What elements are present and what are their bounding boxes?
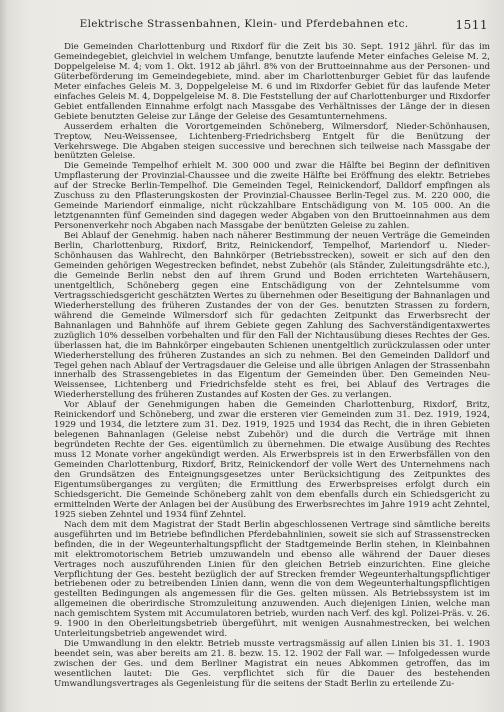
page-body <box>54 43 490 690</box>
running-title: Elektrische Strassenbahnen, Klein- und Pferdebahnen etc. <box>79 18 409 30</box>
paragraph-vorortgemeinden: Ausserdem erhalten die Vorortgemeinden Schöneberg, Wilmersdorf, Nieder-Schönhausen, Treptow, Neu-Weissensee, Lichtenberg-Friedrichsberg Entgelt für die Benützung der Verkehrswege. Die Abgaben steigen successive und berechnen sich teilweise nach Massgabe der benützten Geleise. <box>54 121 490 162</box>
paragraph-gemeinden-abgaben: Die Gemeinden Charlottenburg und Rixdorf für die Zeit bis 30. Sept. 1912 jährl. für das im Gemeindegebiet, gleichviel in welchem Umfange, benutzte laufende Meter einfaches Geleise M. 2, Doppelgeleise M. 4; vom 1. Okt. 1912 ab jährl. 8% von der Bruttoeinnahme aus der Personen- und Güterbeförderung im Gemeindegebiete, mind. aber im Charlottenburger Gebiet für das laufende Meter einfaches Geleis M. 3, Doppelgeleise M. 6 und im Rixdorfer Gebiet für das laufende Meter einfaches Geleis M. 4, Doppelgeleise M. 8. Die Feststellung der auf Charlottenburger und Rixdorfer Gebiet entfallenden Einnahme erfolgt nach Massgabe des Verhältnisses der Länge der in diesen Gebiete benutzten Geleise zur Länge der Geleise des Gesamtunternehmens. <box>54 42 490 122</box>
page-header <box>44 18 488 34</box>
paragraph-tempelhof: Die Gemeinde Tempelhof erhielt M. 300 000 und zwar die Hälfte bei Beginn der definitiven Umpflasterung der Provinzial-Chaussee und die zweite Hälfte bei Eröffnung des elektr. Betriebes auf der Strecke Berlin-Tempelhof. Die Gemeinden Tegel, Reinickendorf, Dalldorf empfingen als Zuschuss zu den Pflasterungskosten der Provinzial-Chaussee Berlin-Tegel zus. M. 220 000, die Gemeinde Mariendorf einmalige, nicht rückzahlbare Entschädigung von M. 105 000. An die letztgenannten fünf Gemeinden sind dagegen weder Abgaben von den Bruttoeinnahmen aus dem Personenverkehr noch Abgaben nach Massgabe der benützten Geleise zu zahlen. <box>54 161 490 232</box>
paragraph-ablauf-genehmigung: Bei Ablauf der Genehmig. haben nach näherer Bestimmung der neuen Verträge die Gemeinden Berlin, Charlottenburg, Rixdorf, Britz, Reinickendorf, Tempelhof, Mariendorf u. Nieder-Schönhausen das Wahlrecht, den Bahnkörper (Betriebsstrecken), soweit er sich auf den den Gemeinden gehörigen Wegestrecken befindet, nebst Zubehör (als Ständer, Zuleitungsdrähte etc.), die Gemeinde Berlin nebst den auf ihrem Grund und Boden errichteten Wartehäusern, unentgeltlich, Schöneberg gegen eine Entschädigung von der Zehntelsumme vom Vertragsschiedsgericht geschätzten Wertes zu übernehmen oder Beseitigung der Bahnanlagen und Wiederherstellung des früheren Zustandes der von der Ges. benutzten Strassen zu fordern, während die Gemeinde Wilmersdorf sich für gedachten Zeitpunkt das Erwerbsrecht der Bahnanlagen und Bahnhöfe auf ihrem Gebiete gegen Zahlung des Sachverständigentaxwertes zuzüglich 10% desselben vorbehalten und für den Fall der Nichtausübung dieses Rechtes der Ges. überlassen hat, die im Bahnkörper eingebauten Schienen unentgeltlich zurückzulassen oder unter Wiederherstellung des früheren Zustandes an sich zu nehmen. Bei den Gemeinden Dalldorf und Tegel gehen nach Ablauf der Vertragsdauer die Geleise und alle übrigen Anlagen der Strassenbahn innerhalb des Strassengebietes in das Eigentum der Gemeinden über. Den Gemeinden Neu-Weissensee, Lichtenberg und Friedrichsfelde steht es frei, bei Ablauf des Vertrages die Wiederherstellung des früheren Zustandes auf Kosten der Ges. zu verlangen. <box>54 231 490 401</box>
paragraph-umwandlung: Die Umwandlung in den elektr. Betrieb musste vertragsmässig auf allen Linien bis 31. 1. 1903 beendet sein, was aber bereits am 21. 8. bezw. 15. 12. 1902 der Fall war. — Infolgedessen wurde zwischen der Ges. und dem Berliner Magistrat ein neues Abkommen getroffen, das im wesentlichen lautet: Die Ges. verpflichtet sich für die Dauer des bestehenden Umwandlungsvertrages als Gegenleistung für die seitens der Stadt Berlin zu erteilende Zu- <box>54 639 490 689</box>
paragraph-magistrat-vertrag: Nach dem mit dem Magistrat der Stadt Berlin abgeschlossenen Vertrage sind sämtliche bereits ausgeführten und im Betriebe befindlichen Pferdebahnlinien, soweit sie sich auf Strassenstrecken befinden, die in der Wegeunterhaltungspflicht der Stadtgemeinde Berlin stehen, in Kleinbahnen mit elektromotorischem Betrieb umzuwandeln und ebenso alle während der Dauer dieses Vertrages noch auszuführenden Linien für den gleichen Betrieb einzurichten. Eine gleiche Verpflichtung der Ges. besteht bezüglich der auf Strecken fremder Wegeunterhaltungspflichtiger betriebenen oder zu betreibenden Linien dann, wenn die von dem Wegeunterhaltungspflichtigen gestellten Bedingungen als angemessen für die Ges. gelten müssen. Als Betriebssystem ist im allgemeinen die oberirdische Stromzuleitung anzuwenden. Auch diejenigen Linien, welche man nach gemischtem System mit Accumulatoren betrieb, wurden nach Verf. des kgl. Polizei-Präs. v. 26. 9. 1900 in den Oberleitungsbetrieb übergeführt, mit wenigen Ausnahmestrecken, bei welchen Unterleitungsbetrieb angewendet wird. <box>54 519 490 640</box>
paragraph-vor-ablauf: Vor Ablauf der Genehmigungen haben die Gemeinden Charlottenburg, Rixdorf, Britz, Reinickendorf und Schöneberg, und zwar die ersteren vier Gemeinden zum 31. Dez. 1919, 1924, 1929 und 1934, die letztere zum 31. Dez. 1919, 1925 und 1934 das Recht, die in ihren Gebieten belegenen Bahnanlagen (Geleise nebst Zubehör) und die durch die Verträge mit ihnen begründeten Rechte der Ges. eigentümlich zu übernehmen. Die etwaige Ausübung des Rechtes muss 12 Monate vorher angekündigt werden. Als Erwerbspreis ist in den Erwerbsfällen von den Gemeinden Charlottenburg, Rixdorf, Britz, Reinickendorf der volle Wert des Unternehmens nach den Grundsätzen des Enteignungsgesetzes unter Berücksichtigung des Zeitpunktes des Eigentumsüberganges zu vergüten; die Ermittlung des Erwerbspreises erfolgt durch ein Schiedsgericht. Die Gemeinde Schöneberg zahlt von dem ebenfalls durch ein Schiedsgericht zu ermittelnden Werte der Anlagen bei der Ausübung des Erwerbsrechtes im Jahre 1919 acht Zehntel, 1925 sieben Zehntel und 1934 fünf Zehntel. <box>54 400 490 520</box>
page-number: 1511 <box>455 18 488 32</box>
scan-binding-shadow <box>0 0 8 712</box>
